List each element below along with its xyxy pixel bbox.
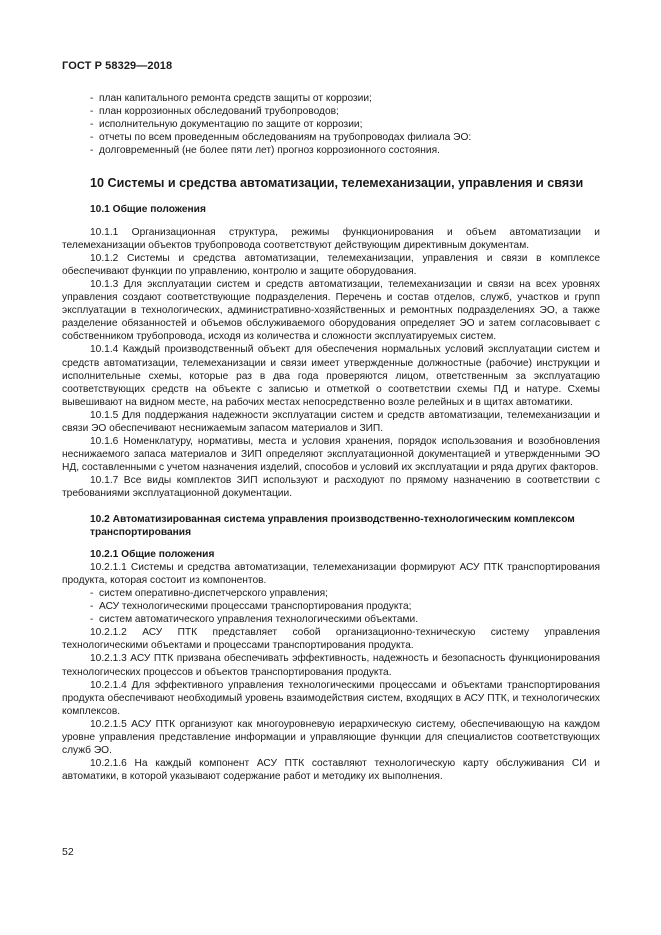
list-item: - план капитального ремонта средств защиты от коррозии; [62,92,600,105]
list-item: - систем оперативно-диспетчерского управления; [62,587,600,600]
paragraph: 10.1.1 Организационная структура, режимы функционирования и объем автоматизации и телемеханизации объектов трубопровода соответствуют действующим директивным документам. [62,226,600,251]
paragraph: 10.1.6 Номенклатуру, нормативы, места и условия хранения, порядок использования и возобновления неснижаемого запаса материалов и ЗИП определяют эксплуатационной документацией и утвержденными ЭО НД, составленными с учетом назначения изделий, способов и условий их эксплуатации и ряда других факторов. [62,436,600,474]
paragraph: 10.2.1.5 АСУ ПТК организуют как многоуровневую иерархическую систему, обеспечивающую на каждом уровне управления представление информации и управляющие функции для специалистов соответствующих служб ЭО. [62,718,600,757]
list-item: - отчеты по всем проведенным обследованиям на трубопроводах филиала ЭО: [62,131,600,144]
list-item: - систем автоматического управления технологическими объектами. [62,613,600,626]
document-header: ГОСТ Р 58329—2018 [62,60,173,72]
plans-list [62,92,600,157]
paragraph: 10.2.1.2 АСУ ПТК представляет собой организационно-техническую систему управления технологическими объектами и процессами транспортирования продукта. [62,627,600,652]
paragraph: 10.1.7 Все виды комплектов ЗИП используют и расходуют по прямому назначению в соответствии с требованиями эксплуатационной документации. [62,475,600,500]
paragraph: 10.1.5 Для поддержания надежности эксплуатации систем и средств автоматизации, телемеханизации и связи ЭО обеспечивают неснижаемым запасом материалов и ЗИП. [62,409,600,434]
paragraph: 10.1.2 Системы и средства автоматизации, телемеханизации, управления и связи в комплексе обеспечивают функции по управлению, контролю и защите оборудования. [62,252,600,277]
section-10-title: 10 Системы и средства автоматизации, телемеханизации, управления и связи [90,176,584,191]
paragraph: 10.2.1.1 Системы и средства автоматизации, телемеханизации формируют АСУ ПТК транспортирования продукта, которая состоит из компонентов. [62,561,600,586]
components-list [62,587,600,626]
list-item: - план коррозионных обследований трубопроводов; [62,105,600,118]
document-body [62,92,600,783]
section-10-2-title: 10.2 Автоматизированная система управления производственно-технологическим комплексом транспортирования [90,513,575,538]
section-10-2-1-title: 10.2.1 Общие положения [90,548,215,560]
paragraph: 10.2.1.3 АСУ ПТК призвана обеспечивать эффективность, надежность и безопасность функционирования технологических процессов и объектов транспортирования продукта. [62,653,600,678]
list-item: - АСУ технологическими процессами транспортирования продукта; [62,600,600,613]
paragraph: 10.1.3 Для эксплуатации систем и средств автоматизации, телемеханизации и связи на всех уровнях управления создают соответствующие подразделения. Перечень и состав отделов, служб, участков и групп эксплуатации в технологических, административно-хозяйственных и ремонтных подразделениях ЭО, а также разделение обязанностей и объемов обслуживаемого оборудования определяет ЭО и затем согласовывает с собственником трубопровода, исходя из количества и сложности эксплуатируемых систем. [62,278,600,343]
paragraph: 10.1.4 Каждый производственный объект для обеспечения нормальных условий эксплуатации систем и средств автоматизации, телемеханизации и связи имеет утвержденные должностные (рабочие) инструкции и исполнительные схемы, которые раз в два года проверяются лицом, ответственным за эксплуатацию соответствующих средств на объекте с записью и отметкой о соответствии схемы ПД и натуре. Схемы вывешивают на видном месте, на рабочих местах непосредственно возле релейных и в щитах автоматики. [62,344,600,408]
section-10-1-title: 10.1 Общие положения [90,204,206,216]
paragraph: 10.2.1.6 На каждый компонент АСУ ПТК составляют технологическую карту обслуживания СИ и автоматики, в которой указывают содержание работ и методику их выполнения. [62,758,600,783]
paragraph: 10.2.1.4 Для эффективного управления технологическими процессами и объектами транспортирования продукта обеспечивают необходимый уровень взаимодействия систем, входящих в АСУ ПТК, и технологических комплексов. [62,679,600,717]
list-item: - исполнительную документацию по защите от коррозии; [62,118,600,131]
page-number: 52 [62,846,74,858]
list-item: - долговременный (не более пяти лет) прогноз коррозионного состояния. [62,144,600,157]
